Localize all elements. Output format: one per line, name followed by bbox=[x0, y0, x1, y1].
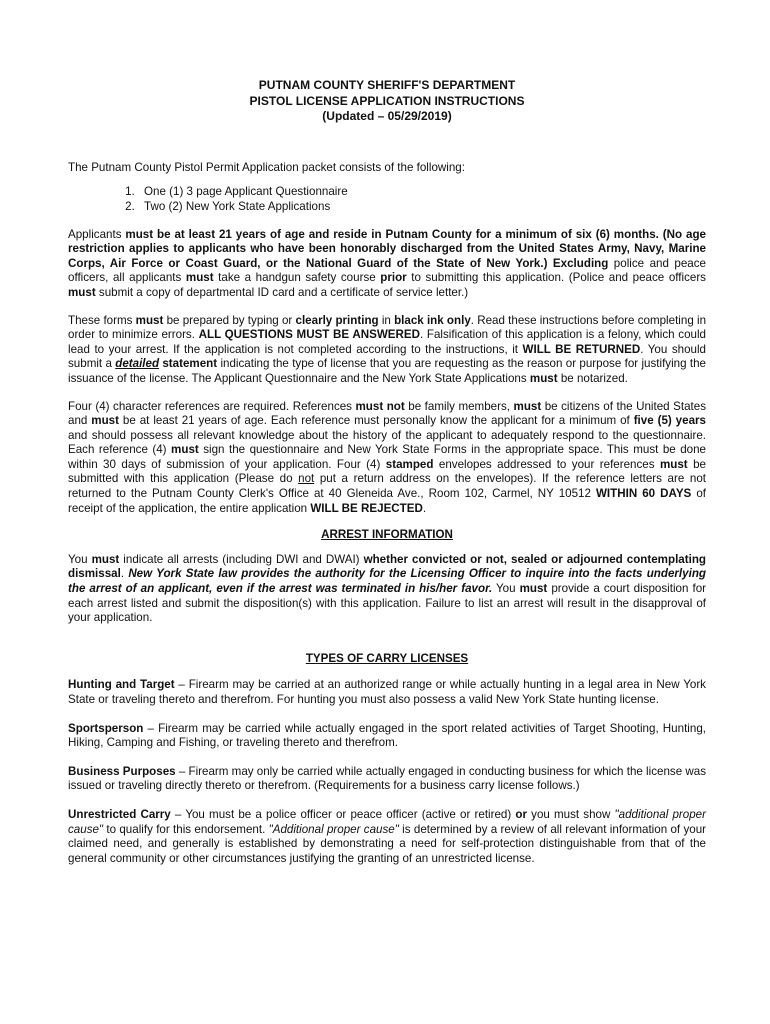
text-run: in bbox=[378, 313, 395, 327]
text-run: be submitted with this application (Please do bbox=[68, 457, 706, 486]
text-run-bold: clearly printing bbox=[295, 313, 379, 327]
text-run-bold: whether convicted or not, sealed or adjourned contemplating dismissal bbox=[68, 552, 706, 581]
text-run-bold: black ink only bbox=[394, 313, 471, 327]
text-run-bold: must bbox=[135, 313, 164, 327]
list-item: 1. One (1) 3 page Applicant Questionnaire bbox=[138, 185, 706, 200]
text-run: police and peace officers, all applicants bbox=[68, 256, 706, 285]
text-run: You bbox=[68, 552, 92, 566]
text-run-bold: ALL QUESTIONS MUST BE ANSWERED bbox=[198, 328, 421, 342]
header-title: PISTOL LICENSE APPLICATION INSTRUCTIONS bbox=[249, 93, 525, 108]
text-run: These forms bbox=[68, 313, 136, 327]
license-text: – Firearm may be carried while actually engaged in the sport related activities of Target Shooting, Hunting, Hiking, Camping and Fishing, or traveling thereto and therefrom. bbox=[68, 721, 706, 750]
text-run: and should possess all relevant knowledge about the history of the applicant to adequately respond to the questionnaire. Each reference (4) bbox=[68, 428, 706, 457]
text-run-underlined: not bbox=[298, 472, 315, 486]
license-unrestricted bbox=[68, 808, 706, 866]
arrest-section-title: ARREST INFORMATION bbox=[321, 528, 453, 542]
text-run-bold: must bbox=[91, 552, 120, 566]
license-label: Hunting and Target bbox=[68, 678, 175, 692]
references-paragraph bbox=[68, 400, 706, 517]
text-run-italic: "additional proper cause" bbox=[68, 807, 706, 836]
license-hunting-target bbox=[68, 678, 706, 707]
text-run: is determined by a review of all relevant information of your claimed need, and generally is established by demonstrating a need for self-protection distinguishable from that of the general community or other circumstances justifying the granting of an unrestricted license. bbox=[68, 822, 706, 865]
text-run-bold: WILL BE REJECTED bbox=[310, 501, 423, 515]
text-run: be at least 21 years of age. Each reference must personally know the applicant for a minimum of bbox=[118, 414, 634, 428]
text-run-bold: must be at least 21 years of age and reside in Putnam County for a minimum of six (6) months. (No age restriction applies to applicants who have been honorably discharged from the United States Army, Navy, Marine Corps, Air Force or Coast Guard, or the National Guard of the State of New York.) Excluding bbox=[68, 227, 706, 270]
text-run-bold: or bbox=[515, 807, 527, 821]
text-run: Four (4) character references are required. References bbox=[68, 399, 356, 413]
license-label: Business Purposes bbox=[68, 764, 176, 778]
text-run: indicating the type of license that you are requesting as the reason or purpose for justifying the issuance of the license. The Applicant Questionnaire and the New York State Applications bbox=[68, 357, 706, 385]
text-run-bold: five (5) years bbox=[633, 414, 706, 428]
text-run: indicate all arrests (including DWI and DWAI) bbox=[119, 552, 364, 566]
text-run: to submitting this application. (Police and peace officers bbox=[406, 271, 706, 285]
license-label: Sportsperson bbox=[68, 721, 144, 735]
text-run: Applicants bbox=[68, 227, 126, 241]
text-run: You bbox=[492, 582, 520, 596]
text-run: you must show bbox=[527, 807, 615, 821]
header-department: PUTNAM COUNTY SHERIFF'S DEPARTMENT bbox=[258, 78, 516, 92]
header-updated-date: (Updated – 05/29/2019) bbox=[322, 109, 452, 124]
license-label: Unrestricted Carry bbox=[68, 807, 171, 821]
text-run-bold: must bbox=[513, 399, 542, 413]
text-run-bold: must bbox=[68, 285, 96, 299]
text-run-bold: statement bbox=[159, 357, 218, 371]
text-run: be prepared by typing or bbox=[163, 313, 296, 327]
text-run: – You must be a police officer or peace officer (active or retired) bbox=[170, 807, 516, 821]
text-run-bold-italic: New York State law provides the authority for the Licensing Officer to inquire into the facts underlying the arrest of an applicant, even if the arrest was terminated in his/her favor. bbox=[68, 567, 706, 596]
text-run: sign the questionnaire and New York State Forms in the appropriate space. This must be done within 30 days of submission of your application. Four (4) bbox=[68, 443, 706, 471]
text-run-italic: "Additional proper cause" bbox=[268, 822, 399, 836]
license-text: – Firearm may only be carried while actually engaged in conducting business for which the license was issued or traveling directly thereto or therefrom. (Requirements for a business carry license follows.) bbox=[68, 764, 706, 793]
text-run-bold: must bbox=[91, 414, 119, 428]
text-run-bold: WILL BE RETURNED bbox=[522, 342, 641, 356]
text-run: . Read these instructions before completing in order to minimize errors. bbox=[68, 313, 707, 342]
text-run: provide a court disposition for each arrest listed and submit the disposition(s) with this application. Failure to list an arrest will result in the disapproval of your application. bbox=[68, 582, 707, 625]
text-run: . Falsification of this application is a felony, which could lead to your arrest. If the application is not completed according to the instructions, it bbox=[68, 328, 706, 356]
text-run: submit a copy of departmental ID card and a certificate of service letter.) bbox=[95, 285, 469, 299]
document-header bbox=[68, 78, 706, 125]
text-run: . bbox=[422, 501, 427, 515]
license-sportsperson bbox=[68, 722, 706, 751]
text-run-underlined: detailed bbox=[115, 357, 160, 371]
intro-text: The Putnam County Pistol Permit Application packet consists of the following: bbox=[68, 160, 465, 174]
text-run: to qualify for this endorsement. bbox=[103, 822, 269, 836]
text-run-bold: must bbox=[659, 457, 688, 471]
text-run: envelopes addressed to your references bbox=[433, 457, 660, 471]
text-run: be citizens of the United States and bbox=[68, 399, 707, 428]
text-run-bold: prior bbox=[380, 271, 407, 285]
text-run: . bbox=[120, 567, 129, 581]
packet-list bbox=[68, 185, 706, 214]
text-run: of receipt of the application, the entire application bbox=[68, 487, 706, 515]
license-business bbox=[68, 765, 706, 794]
text-run: be notarized. bbox=[557, 371, 628, 385]
text-run: put a return address on the envelopes). If the reference letters are not returned to the Putnam County Clerk's Office at 40 Gleneida Ave., Room 102, Carmel, NY 10512 bbox=[68, 472, 706, 501]
text-run-bold: must bbox=[171, 443, 199, 457]
text-run-bold: must bbox=[519, 582, 548, 596]
text-run-bold: must bbox=[529, 371, 558, 385]
text-run-bold: must bbox=[185, 271, 214, 285]
license-text: – Firearm may be carried at an authorized range or while actually hunting in a legal area in New York State or traveling thereto and therefrom. For hunting you must also possess a valid New York State hunting license. bbox=[68, 678, 706, 706]
carry-section-title: TYPES OF CARRY LICENSES bbox=[305, 651, 469, 665]
forms-paragraph bbox=[68, 314, 706, 387]
text-run: be family members, bbox=[404, 399, 514, 413]
eligibility-paragraph bbox=[68, 228, 706, 301]
list-item: 2. Two (2) New York State Applications bbox=[138, 200, 706, 215]
text-run-bold: stamped bbox=[385, 457, 434, 471]
arrest-paragraph bbox=[68, 553, 706, 626]
text-run: take a handgun safety course bbox=[213, 271, 381, 285]
text-run: . You should submit a bbox=[68, 342, 707, 371]
text-run-bold: must not bbox=[355, 399, 405, 413]
text-run-bold: WITHIN 60 DAYS bbox=[595, 487, 692, 501]
